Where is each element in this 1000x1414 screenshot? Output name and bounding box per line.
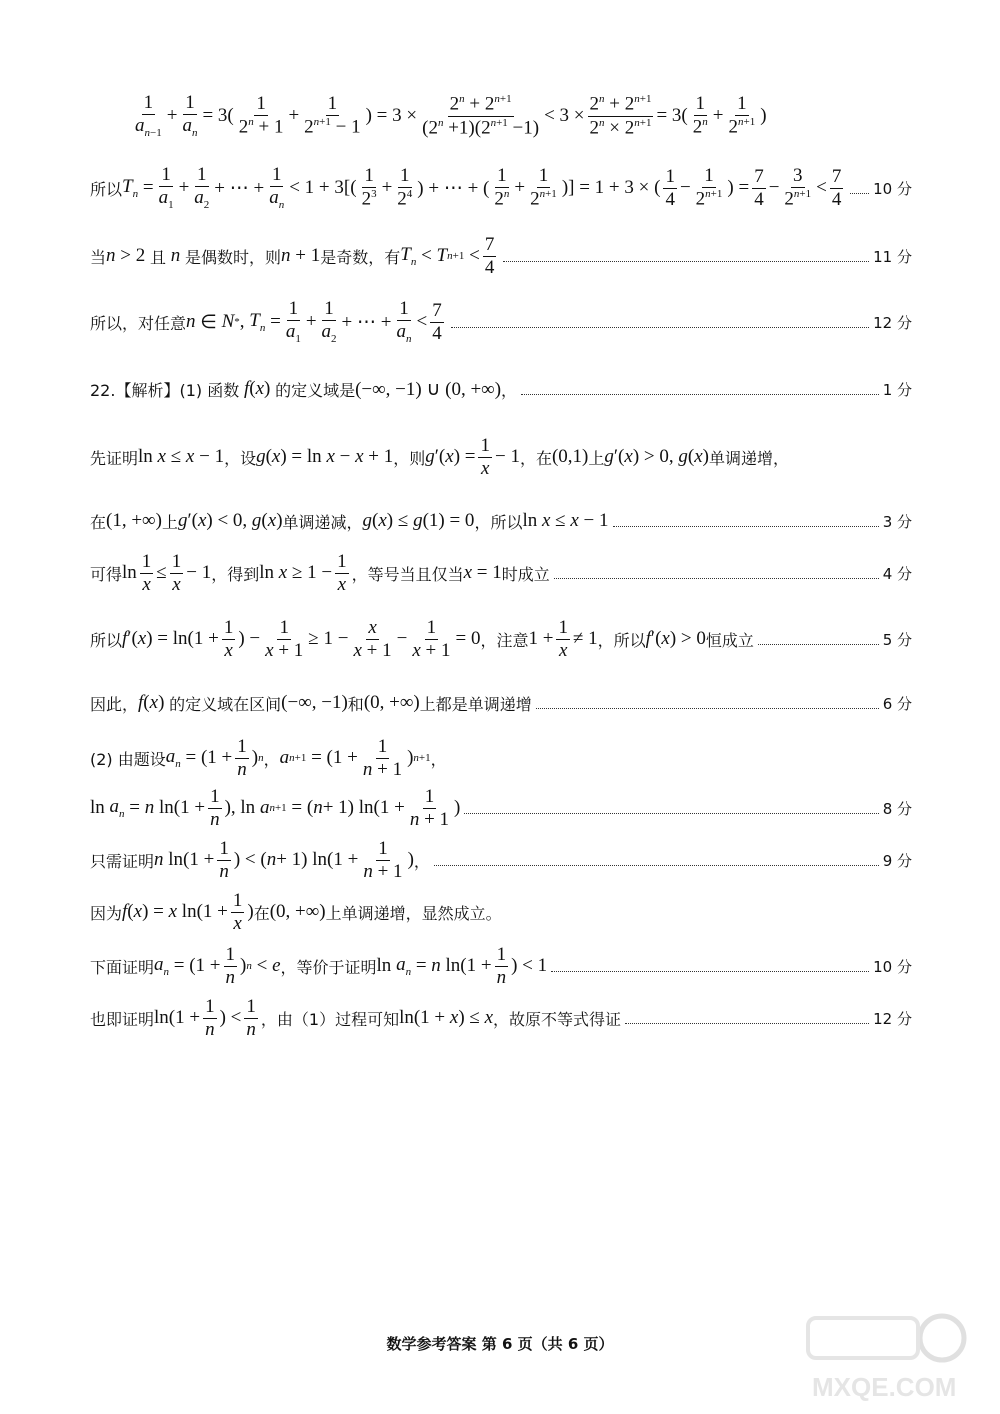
- leader-dots: [613, 526, 879, 527]
- text-part2: (2) 由题设: [90, 749, 166, 769]
- text-comma: ，: [501, 380, 518, 400]
- formula-line-3: 当 n > 2 且 n 是偶数时，则 n + 1 是奇数，有 $T_n$ < T n+1 < $\frac{7}{4}$ 11 分: [90, 233, 912, 278]
- formula-line-6: 先证明 ln x ≤ x − 1 ，设 g ( x ) = ln x − x + 1 ，则 g ′( x ) = $\frac{1}{x}$ − 1 ，在 (0,1) 上 g ′( x ) > 0, g ( x ) 单调递增，: [90, 434, 789, 479]
- leader-dots: [536, 708, 879, 709]
- text-shang: 上: [161, 512, 178, 532]
- score-8: 8 分: [882, 799, 912, 818]
- text-comma: ，: [263, 749, 280, 769]
- text-dedao: ，得到: [211, 564, 260, 584]
- text-zai01: ，在: [519, 448, 552, 468]
- formula-line-12: ln $a_n$ = n ln(1 + $\frac{1}{n}$ ), ln a n+1 = ( n + 1) ln(1 + $\frac{1}{n + 1}$ ) 8 分: [90, 785, 912, 830]
- text-yinci: 因此，: [90, 694, 139, 714]
- text-dengyu: ，等号当且仅当: [351, 564, 464, 584]
- q22-heading-line: 22.【解析】(1) 函数 f ( x ) 的定义域是 (−∞, −1) ∪ (0, +∞) ， 1 分: [90, 378, 912, 400]
- formula-line-1: $\frac{1}{a_{n-1}}$ + $\frac{1}{a_n}$ = 3( $\frac{1}{2^n + 1}$ + $\frac{1}{2^{n+1} - 1}$ ) = 3 × $\frac{2^n + 2^{n+1}}{(2^n +1)(2^{n+1} -1)}$ < 3 × $\frac{2^n + 2^{n+1}}{2^n \times 2^{n+1}}$ = 3( $\frac{1}{2^n}$ + $\frac{1}{2^{n+1}}$ ): [135, 92, 767, 139]
- text-dandiao-dijian: 单调递减，: [282, 512, 363, 532]
- leader-dots: [464, 813, 878, 814]
- text-suoyi-f2: ，所以: [597, 630, 646, 650]
- formula-line-16: 也即证明 ln(1 + $\frac{1}{n}$ ) < $\frac{1}{n}$ ，由（1）过程可知 ln(1 + x ) ≤ x ，故原不等式得证 12 分: [90, 995, 912, 1040]
- text-dingyi-qujian: 的定义域在区间: [169, 694, 282, 714]
- score-11: 11 分: [873, 247, 912, 266]
- score-10: 10 分: [873, 957, 912, 976]
- text-guyuan: ，故原不等式得证: [493, 1009, 622, 1029]
- text-shi-chengli: 时成立: [501, 564, 550, 584]
- leader-dots: [551, 971, 869, 972]
- leader-dots: [434, 865, 879, 866]
- text-hengchengli: 恒成立: [705, 630, 754, 650]
- score-6: 6 分: [882, 694, 912, 713]
- text-shang: 上: [588, 448, 605, 468]
- leader-dots: [503, 261, 869, 262]
- text-dingyiyu: 的定义域是: [275, 380, 356, 400]
- text-yeji: 也即证明: [90, 1009, 155, 1029]
- text-suoyi-f: 所以: [90, 630, 123, 650]
- text-he: 和: [347, 694, 364, 714]
- formula-line-11: (2) 由题设 $a_n$ = (1 + $\frac{1}{n}$ ) n ， a n+1 = (1 + $\frac{1}{n + 1}$ ) n+1 ，: [90, 735, 447, 780]
- formula-line-9: 所以 f ′( x ) = ln(1 + $\frac{1}{x}$ ) − $\frac{1}{x + 1}$ ≥ 1 − $\frac{x}{x + 1}$ − $\frac{1}{x + 1}$ = 0 ，注意 1 + $\frac{1}{x}$ ≠ 1 ，所以 f ′( x ) > 0 恒成立 5 分: [90, 616, 912, 661]
- score-3: 3 分: [882, 512, 912, 531]
- leader-dots: [554, 578, 879, 579]
- text-comma: ，: [430, 749, 447, 769]
- formula-line-4: 所以，对任意 n ∈ N * , $T_n$ = $\frac{1}{a_1}$ + $\frac{1}{a_2}$ + ⋯ + $\frac{1}{a_n}$ < $\frac{7}{4}$ 12 分: [90, 298, 912, 345]
- formula-line-14: 因为 f ( x ) = x ln(1 + $\frac{1}{x}$ ) 在 (0, +∞) 上单调递增，显然成立。: [90, 889, 502, 934]
- text-shi-jishu: 是奇数，有: [320, 247, 401, 267]
- text-zai: 在: [90, 512, 107, 532]
- text-xianran: 上单调递增，显然成立。: [325, 903, 502, 923]
- text-yinwei: 因为: [90, 903, 123, 923]
- page-footer: 数学参考答案 第 6 页（共 6 页）: [386, 1335, 614, 1353]
- leader-dots: [625, 1023, 869, 1024]
- score-5: 5 分: [882, 630, 912, 649]
- text-suoyi-ln: ，所以: [474, 512, 523, 532]
- text-she: ，设: [224, 448, 257, 468]
- text-zhixu: 只需证明: [90, 851, 155, 871]
- formula-line-15: 下面证明 $a_n$ = (1 + $\frac{1}{n}$ ) n < e ，等价于证明 ln $a_n$ = n ln(1 + $\frac{1}{n}$ ) < 1 10 分: [90, 943, 912, 988]
- text-comma: ，: [413, 851, 430, 871]
- text-dang: 当: [90, 247, 107, 267]
- text-suoyi: 所以: [90, 179, 123, 199]
- watermark-text: MXQE.COM: [812, 1372, 957, 1402]
- q22-heading: 22.【解析】(1) 函数: [90, 380, 240, 400]
- formula-line-8: 可得 ln $\frac{1}{x}$ ≤ $\frac{1}{x}$ − 1 ，得到 ln x ≥ 1 − $\frac{1}{x}$ ，等号当且仅当 x = 1 时成立 4 分: [90, 550, 912, 595]
- formula-line-2: 所以 $T_n$ = $\frac{1}{a_1}$ + $\frac{1}{a_2}$ + ⋯ + $\frac{1}{a_n}$ < 1 + 3[( $\frac{1}{2^3}$ + $\frac{1}{2^4}$ ) + ⋯ + ( $\frac{1}{2^n}$ + $\frac{1}{2^{n+1}}$ )] = 1 + 3 × ( $\frac{1}{4}$ − $\frac{1}{2^{n+1}}$ ) = $\frac{7}{4}$ − $\frac{3}{2^{n+1}}$ < $\frac{7}{4}$ 10 分: [90, 164, 912, 211]
- text-suoyi-renyi: 所以，对任意: [90, 313, 187, 333]
- text-you1: ，由（1）过程可知: [260, 1009, 400, 1029]
- text-dandiao-dizeng: 单调递增，: [708, 448, 789, 468]
- text-xiamian: 下面证明: [90, 957, 155, 977]
- score-12: 12 分: [873, 1009, 912, 1028]
- score-10: 10 分: [873, 179, 912, 198]
- text-qie: 且: [149, 247, 166, 267]
- text-shi-oushu: 是偶数时，则: [185, 247, 282, 267]
- text-dengjia: ，等价于证明: [280, 957, 377, 977]
- formula-line-10: 因此， f ( x ) 的定义域在区间 (−∞, −1) 和 (0, +∞) 上都是单调递增 6 分: [90, 692, 912, 714]
- text-zhuyi: ，注意: [480, 630, 529, 650]
- text-ze: ，则: [393, 448, 426, 468]
- text-doushi: 上都是单调递增: [419, 694, 532, 714]
- leader-dots: [451, 327, 869, 328]
- score-9: 9 分: [882, 851, 912, 870]
- leader-dots: [758, 644, 879, 645]
- watermark-logo: [800, 1312, 970, 1404]
- score-4: 4 分: [882, 564, 912, 583]
- leader-dots: [521, 394, 879, 395]
- text-xian-zhengming: 先证明: [90, 448, 139, 468]
- text-kede: 可得: [90, 564, 123, 584]
- score-12: 12 分: [873, 313, 912, 332]
- formula-line-7: 在 (1, +∞) 上 g ′( x ) < 0, g ( x ) 单调递减， g ( x ) ≤ g (1) = 0 ，所以 ln x ≤ x − 1 3 分: [90, 510, 912, 532]
- leader-dots: [850, 193, 869, 194]
- text-zai2: 在: [253, 903, 270, 923]
- score-1: 1 分: [882, 380, 912, 399]
- formula-line-13: 只需证明 n ln(1 + $\frac{1}{n}$ ) < ( n + 1) ln(1 + $\frac{1}{n + 1}$ ) ， 9 分: [90, 837, 912, 882]
